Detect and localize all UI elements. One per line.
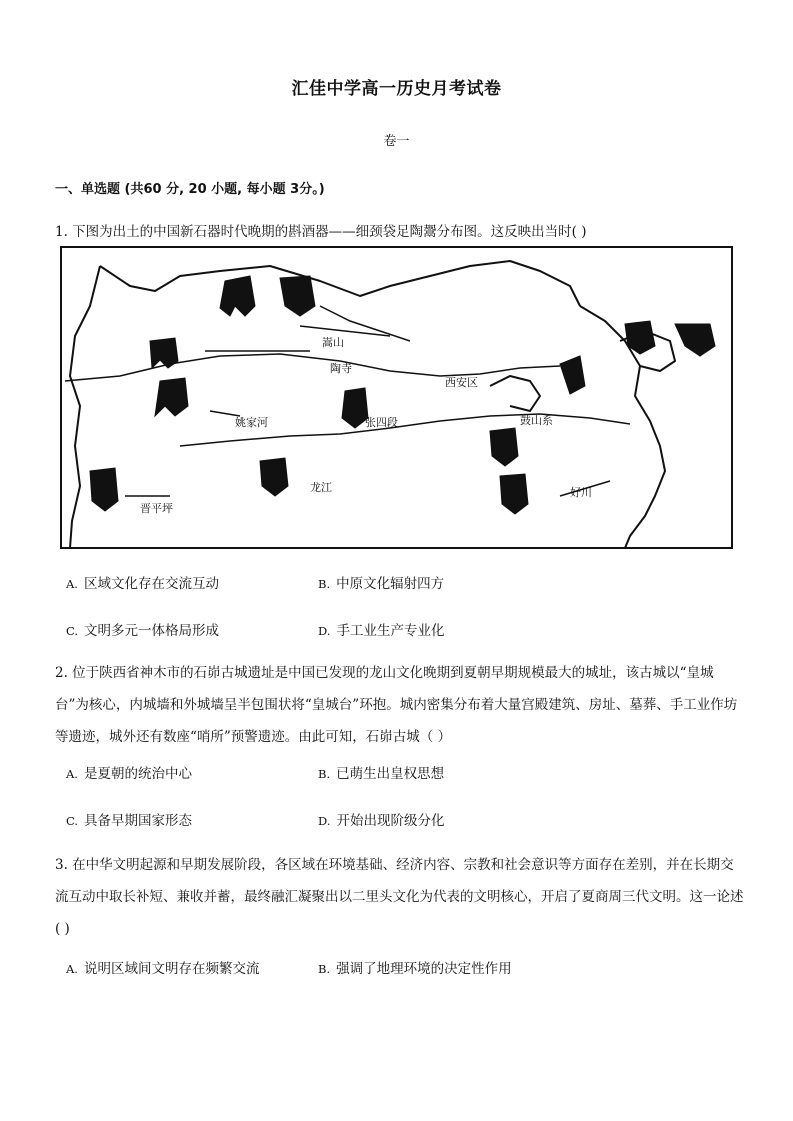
question-1-option-d[interactable] xyxy=(318,619,444,639)
option-text: 手工业生产专业化 xyxy=(336,623,445,639)
map-label: 张四段 xyxy=(365,416,398,429)
question-1-option-b[interactable] xyxy=(318,572,444,592)
option-letter: B. xyxy=(318,577,331,591)
vessel-icon xyxy=(155,378,188,416)
map-label: 嵩山 xyxy=(322,336,344,349)
question-2-option-a[interactable] xyxy=(66,762,192,782)
map-label: 陶寺 xyxy=(330,362,352,375)
question-1-option-c[interactable] xyxy=(66,619,219,639)
option-text: 区域文化存在交流互动 xyxy=(83,576,219,592)
option-text: 是夏朝的统治中心 xyxy=(83,766,192,782)
question-1-option-a[interactable] xyxy=(66,572,219,592)
option-text: 强调了地理环境的决定性作用 xyxy=(336,961,512,977)
option-letter: A. xyxy=(66,767,78,781)
option-text: 具备早期国家形态 xyxy=(84,813,193,829)
vessel-icon xyxy=(150,338,178,368)
option-letter: D. xyxy=(318,814,331,828)
option-text: 开始出现阶级分化 xyxy=(336,813,445,829)
map-label: 鼓山系 xyxy=(520,414,553,427)
question-3-stem: 3. 在中华文明起源和早期发展阶段，各区域在环境基础、经济内容、宗教和社会意识等方面存在差别，并在长期交流互动中取长补短、兼收并蓄，最终融汇凝聚出以二里头文化为代表的文明核心，开启了夏商周三代文明。这一论述( ) xyxy=(55,857,744,937)
option-letter: B. xyxy=(318,767,331,781)
question-1-map-figure xyxy=(60,246,733,549)
option-letter: C. xyxy=(66,814,79,828)
question-2-option-b[interactable] xyxy=(318,762,444,782)
option-text: 说明区域间文明存在频繁交流 xyxy=(83,961,260,977)
option-text: 中原文化辐射四方 xyxy=(336,576,445,592)
map-label: 西安区 xyxy=(445,376,478,389)
question-2-option-c[interactable] xyxy=(66,809,192,829)
section-heading: 一、单选题 (共60 分, 20 小题, 每小题 3分。) xyxy=(55,182,325,197)
question-2-stem: 2. 位于陕西省神木市的石峁古城遗址是中国已发现的龙山文化晚期到夏朝早期规模最大的城址，该古城以“皇城台”为核心，内城墙和外城墙呈半包围状将“皇城台”环抱。城内密集分布着大量宫殿建筑、房址、墓葬、手工业作坊等遗迹，城外还有数座“哨所”预警遗迹。由此可知，石峁古城（ ） xyxy=(55,665,738,745)
map-label: 晋平坪 xyxy=(140,502,173,515)
question-3-option-b[interactable] xyxy=(318,957,512,977)
option-text: 已萌生出皇权思想 xyxy=(336,766,445,782)
option-letter: A. xyxy=(66,577,78,591)
option-text: 文明多元一体格局形成 xyxy=(84,623,220,639)
exam-title: 汇佳中学高一历史月考试卷 xyxy=(291,79,502,99)
option-letter: B. xyxy=(318,962,331,976)
map-label: 龙江 xyxy=(310,481,332,494)
question-2-option-d[interactable] xyxy=(318,809,444,829)
question-1-stem: 1. 下图为出土的中国新石器时代晚期的斟酒器——细颈袋足陶鬶分布图。这反映出当时( ) xyxy=(55,224,587,240)
question-3-option-a[interactable] xyxy=(66,957,259,977)
option-letter: C. xyxy=(66,624,79,638)
map-label: 姚家河 xyxy=(235,416,268,429)
paper-section-label: 卷一 xyxy=(383,134,410,149)
option-letter: A. xyxy=(66,962,78,976)
map-label: 好川 xyxy=(570,486,592,499)
option-letter: D. xyxy=(318,624,331,638)
